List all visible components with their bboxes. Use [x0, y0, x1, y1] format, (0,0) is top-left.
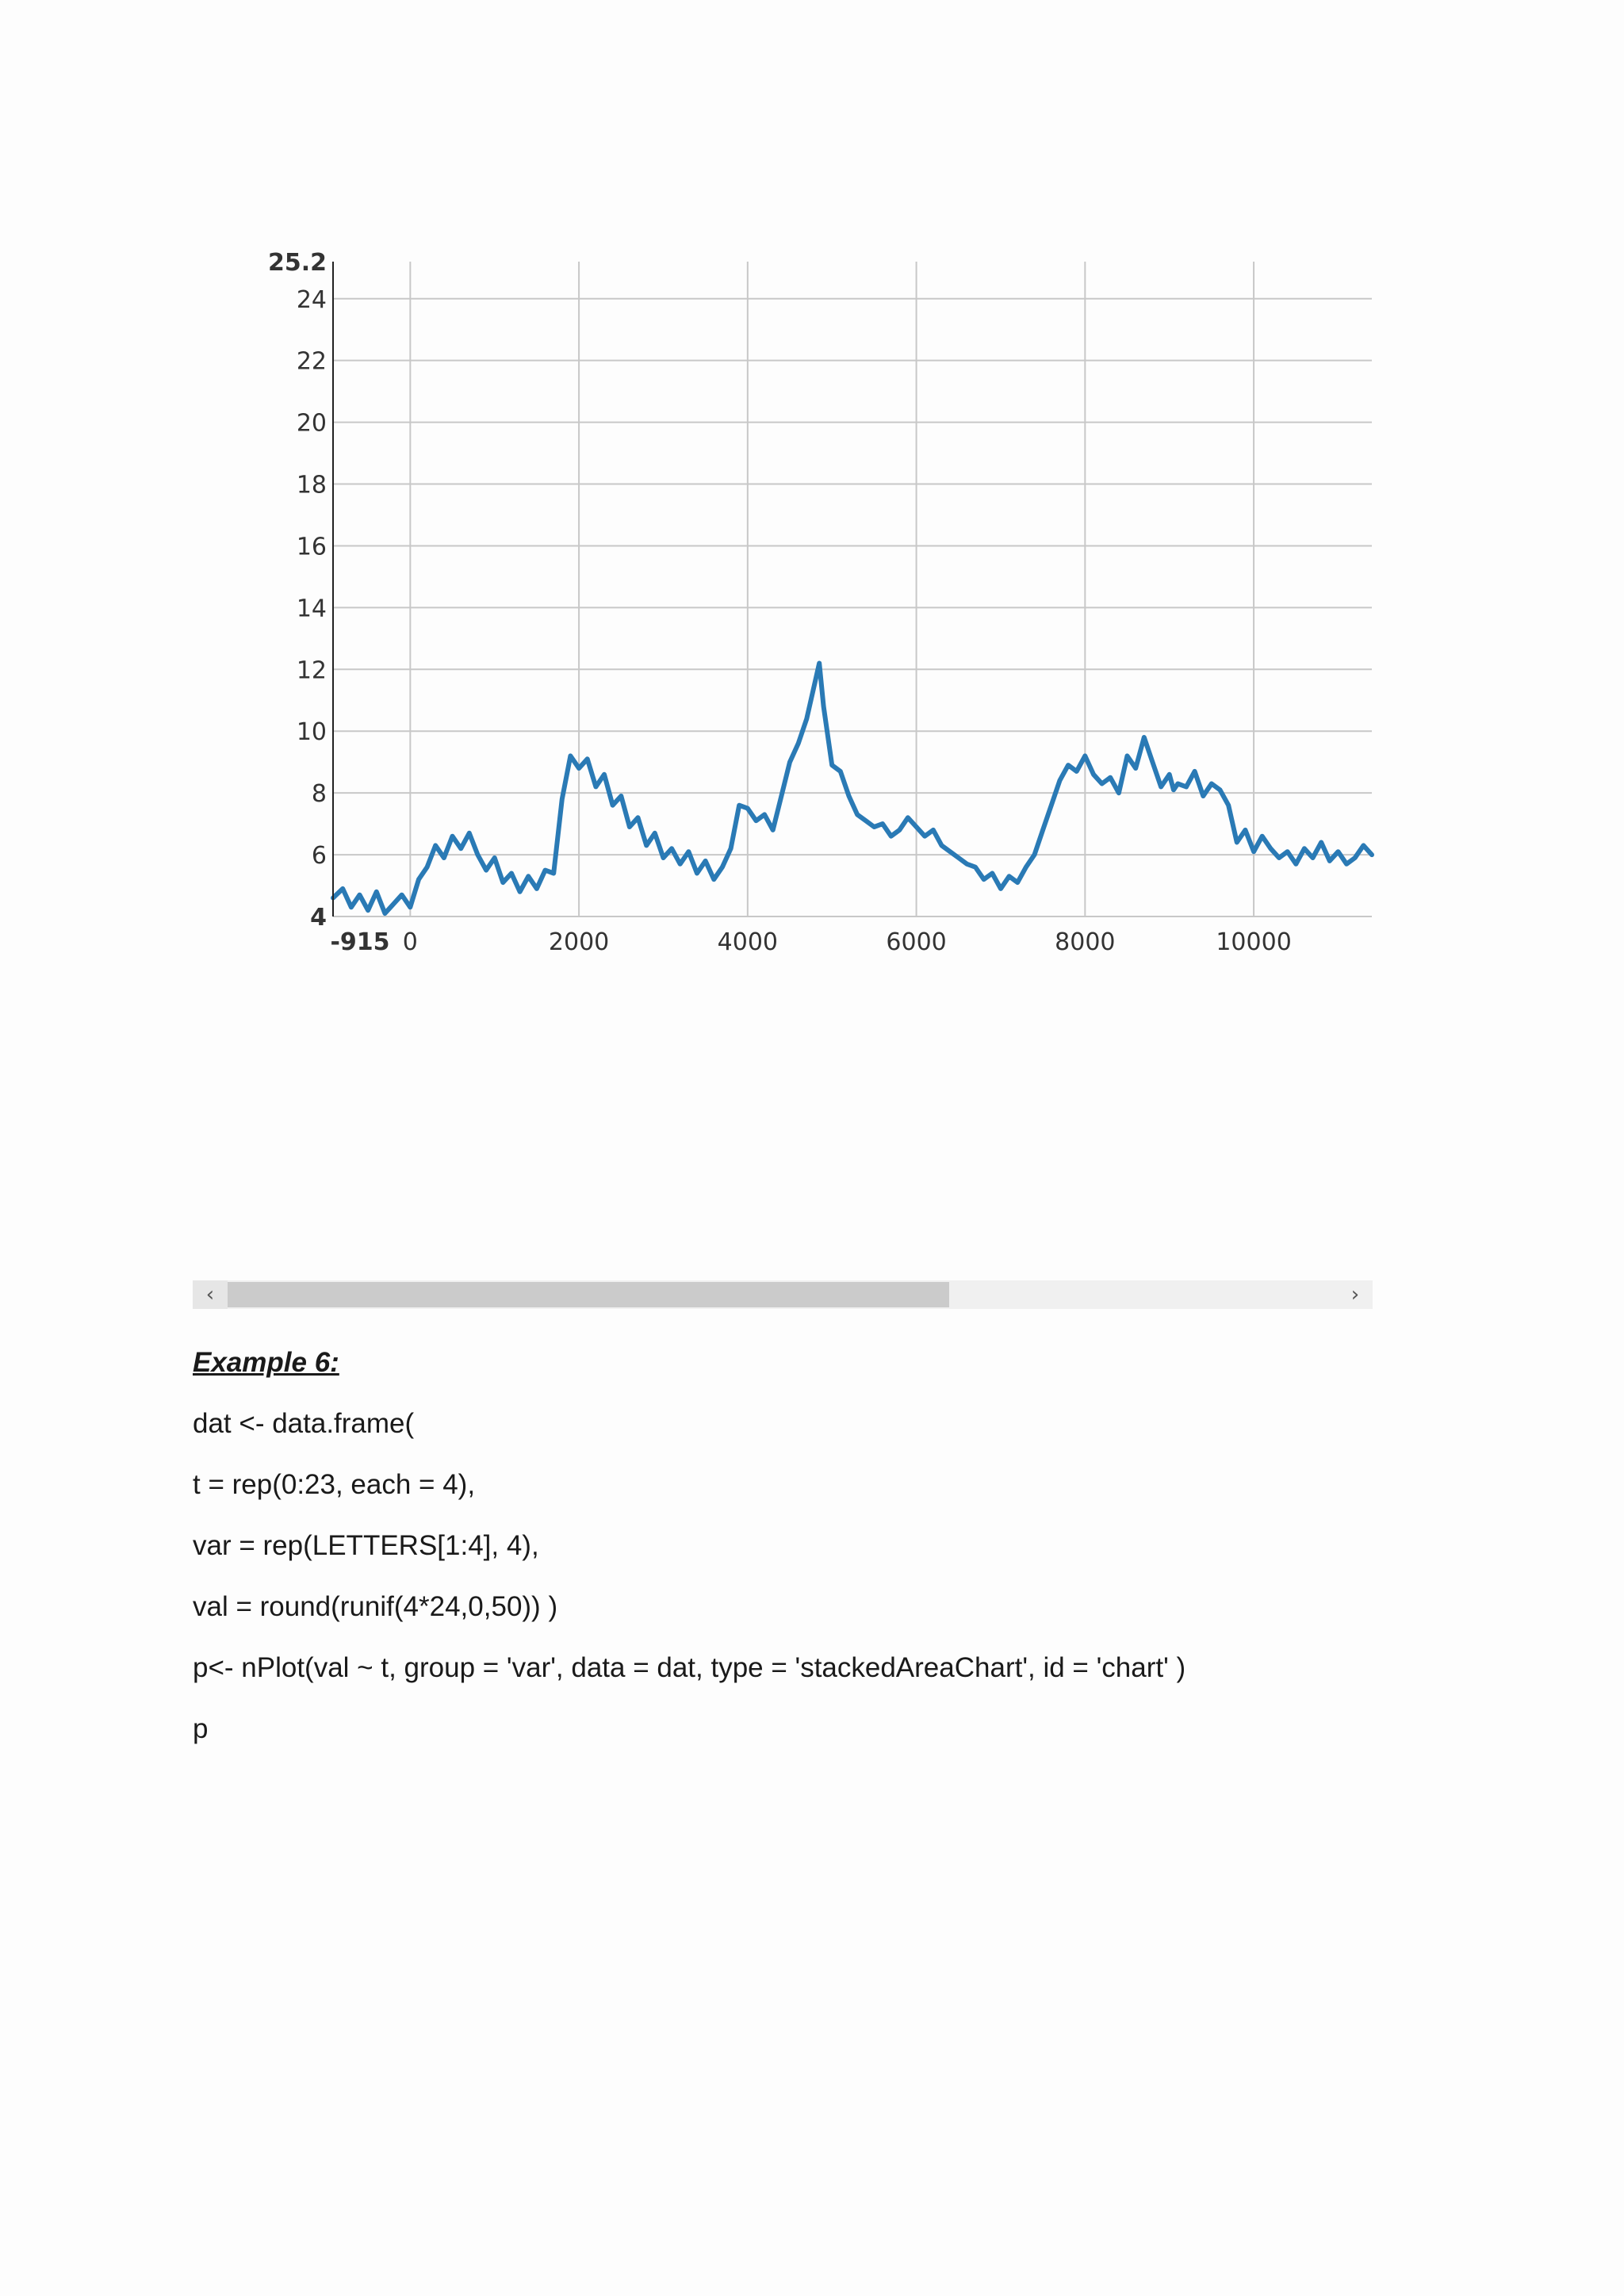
- code-line: val = round(runif(4*24,0,50)) ): [193, 1591, 558, 1622]
- scroll-left-arrow-icon[interactable]: ‹: [193, 1280, 228, 1309]
- y-tick-label: 12: [296, 656, 327, 685]
- code-line: dat <- data.frame(: [193, 1408, 415, 1439]
- code-line: t = rep(0:23, each = 4),: [193, 1469, 476, 1500]
- scrollbar-thumb[interactable]: [228, 1282, 949, 1307]
- y-tick-label: 4: [310, 904, 327, 932]
- code-line: var = rep(LETTERS[1:4], 4),: [193, 1530, 539, 1561]
- horizontal-scrollbar[interactable]: [193, 1280, 1373, 1309]
- x-axis-ticks: [330, 928, 1291, 956]
- x-tick-label: 6000: [886, 928, 947, 956]
- code-line: p: [193, 1713, 209, 1744]
- y-tick-label: 8: [311, 780, 327, 809]
- scroll-right-arrow-icon[interactable]: ›: [1350, 1283, 1360, 1307]
- y-tick-label: 16: [296, 533, 327, 561]
- x-tick-label: 2000: [548, 928, 610, 956]
- chart-grid: [333, 262, 1372, 916]
- x-tick-label: 10000: [1216, 928, 1292, 956]
- code-line: p<- nPlot(val ~ t, group = 'var', data = dat, type = 'stackedAreaChart', id = 'chart' ): [193, 1652, 1186, 1683]
- series-line: [333, 664, 1372, 914]
- x-tick-label: 0: [402, 928, 418, 956]
- code-example: [193, 1332, 1461, 1759]
- line-chart: [254, 246, 1380, 983]
- example-heading: Example 6:: [193, 1347, 339, 1378]
- x-tick-label: 4000: [717, 928, 779, 956]
- y-tick-label: 10: [296, 718, 327, 747]
- y-tick-label: 24: [296, 285, 327, 314]
- x-tick-label: -915: [330, 928, 390, 956]
- y-axis-ticks: [268, 249, 327, 932]
- y-tick-label: 25.2: [267, 249, 327, 277]
- y-tick-label: 22: [296, 347, 327, 376]
- x-tick-label: 8000: [1055, 928, 1116, 956]
- y-tick-label: 14: [296, 595, 327, 623]
- y-tick-label: 18: [296, 471, 327, 499]
- y-tick-label: 20: [296, 409, 327, 438]
- y-tick-label: 6: [311, 842, 327, 871]
